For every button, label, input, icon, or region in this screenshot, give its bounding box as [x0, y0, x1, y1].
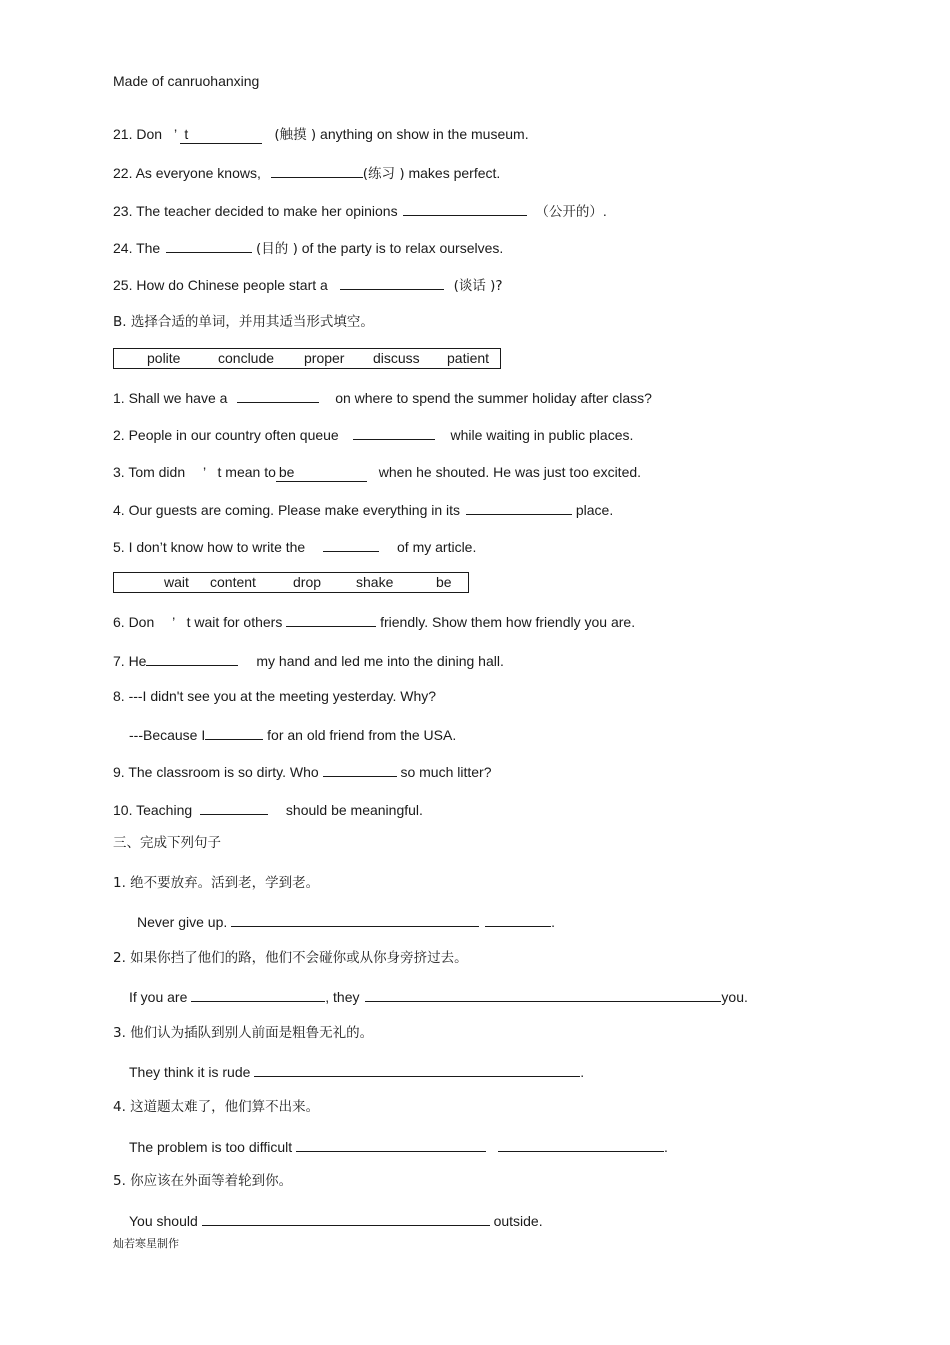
part-b-title: B. 选择合适的单词，并用其适当形式填空。	[113, 314, 374, 330]
sentence-5-english	[129, 1211, 543, 1230]
q24-hint: (目的 )	[256, 241, 298, 257]
b-q6-answer-blank[interactable]	[286, 612, 376, 627]
sentence-5-chinese: 5. 你应该在外面等着轮到你。	[113, 1173, 293, 1189]
sentence-4-english	[129, 1137, 668, 1156]
s5-text: You should	[129, 1213, 198, 1229]
word-box-2-word: drop	[293, 574, 322, 590]
q23-answer-blank[interactable]	[403, 201, 527, 216]
word-box-1	[113, 348, 501, 369]
b-question-4	[113, 500, 613, 519]
s2-text-b: , they	[325, 989, 360, 1005]
sentence-1-english	[137, 912, 555, 931]
q25-hint: (谈话 )?	[453, 278, 503, 294]
q21-hint: (触摸 )	[274, 127, 317, 143]
sentence-1-chinese: 1. 绝不要放弃。活到老，学到老。	[113, 875, 320, 891]
q21-answer-text: t	[184, 126, 189, 142]
b-q6-apostrophe: ’	[172, 614, 175, 630]
b-q10-answer-blank[interactable]	[200, 800, 268, 815]
b-q3-text-a: 3. Tom didn	[113, 464, 186, 480]
s1-text: Never give up.	[137, 914, 228, 930]
word-box-2	[113, 572, 469, 593]
s1-answer-blank-2[interactable]	[485, 912, 551, 927]
b-q7-text-a: 7. He	[113, 653, 147, 669]
b-q6-text-a: 6. Don	[113, 614, 155, 630]
b-q5-text-b: of my article.	[397, 539, 477, 555]
b-q5-answer-blank[interactable]	[323, 537, 379, 552]
b-q3-apostrophe: ’	[203, 464, 206, 480]
b-q6-text-mid: t wait for others	[186, 614, 283, 630]
word-box-2-word: wait	[164, 574, 189, 590]
b-q4-text-b: place.	[575, 502, 614, 518]
s2-text-a: If you are	[129, 989, 188, 1005]
page-footer: 灿若寒星制作	[113, 1237, 179, 1250]
word-box-1-word: polite	[147, 350, 181, 366]
b-q1-text-b: on where to spend the summer holiday after class?	[335, 390, 652, 406]
s2-end: you.	[721, 989, 748, 1005]
b-q4-text-a: 4. Our guests are coming. Please make everything in its	[113, 502, 461, 518]
q21-text-b: anything on show in the museum.	[320, 126, 529, 142]
b-q8-text-d: for an old friend from the USA.	[267, 727, 457, 743]
b-q3-text-mid: t mean to	[217, 464, 276, 480]
page-header: Made of canruohanxing	[113, 73, 260, 89]
b-q9-text-a: 9. The classroom is so dirty. Who	[113, 764, 319, 780]
b-q1-text-a: 1. Shall we have a	[113, 390, 228, 406]
word-box-1-word: conclude	[218, 350, 275, 366]
s4-answer-blank-1[interactable]	[296, 1137, 486, 1152]
word-box-2-word: content	[210, 574, 256, 590]
b-q10-text-a: 10. Teaching	[113, 802, 193, 818]
q24-text-a: 24. The	[113, 240, 161, 256]
b-q2-text-b: while waiting in public places.	[450, 427, 634, 443]
q21-answer-blank[interactable]	[180, 125, 262, 144]
b-question-8	[113, 687, 436, 705]
b-q2-answer-blank[interactable]	[353, 425, 435, 440]
b-question-2	[113, 425, 633, 444]
q24-text-b: of the party is to relax ourselves.	[301, 240, 504, 256]
q24-answer-blank[interactable]	[166, 238, 252, 253]
sentence-3-english	[129, 1062, 584, 1081]
question-25	[113, 275, 503, 295]
b-q1-answer-blank[interactable]	[237, 388, 319, 403]
b-q4-answer-blank[interactable]	[466, 500, 572, 515]
b-q7-text-b: my hand and led me into the dining hall.	[256, 653, 504, 669]
b-q6-text-b: friendly. Show them how friendly you are.	[380, 614, 636, 630]
s2-answer-blank-2[interactable]	[365, 987, 721, 1002]
q21-apostrophe: ’	[173, 126, 177, 142]
s3-end: .	[580, 1064, 585, 1080]
b-question-7	[113, 651, 504, 670]
sentence-4-chinese: 4. 这道题太难了，他们算不出来。	[113, 1099, 320, 1115]
sentence-3-chinese: 3. 他们认为插队到别人前面是粗鲁无礼的。	[113, 1025, 374, 1041]
q22-hint: (练习 )	[362, 166, 405, 182]
part-3-title: 三、完成下列句子	[113, 835, 221, 851]
b-question-8-answer	[129, 725, 456, 744]
s3-text: They think it is rude	[129, 1064, 251, 1080]
q25-answer-blank[interactable]	[340, 275, 444, 290]
question-21	[113, 125, 529, 144]
b-q7-answer-blank[interactable]	[146, 651, 238, 666]
word-box-2-word: shake	[356, 574, 394, 590]
s5-end: outside.	[493, 1213, 543, 1229]
b-q5-text-a: 5. I don’t know how to write the	[113, 539, 306, 555]
b-q8-text-a: 8. ---I didn't see you at the meeting yesterday. Why?	[113, 688, 437, 704]
q21-text-a: 21. Don	[113, 126, 163, 142]
q23-text-a: 23. The teacher decided to make her opinions	[113, 203, 398, 219]
b-q9-answer-blank[interactable]	[323, 762, 397, 777]
b-q3-text-b: when he shouted. He was just too excited.	[378, 464, 642, 480]
word-box-1-word: proper	[304, 350, 345, 366]
s4-answer-blank-2[interactable]	[498, 1137, 664, 1152]
q22-text-b: makes perfect.	[408, 165, 501, 181]
q22-text-a: 22. As everyone knows,	[113, 165, 261, 181]
s1-answer-blank-1[interactable]	[231, 912, 479, 927]
q22-answer-blank[interactable]	[271, 163, 363, 178]
b-q8-answer-blank[interactable]	[205, 725, 263, 740]
word-box-1-word: patient	[447, 350, 490, 366]
sentence-2-english	[129, 987, 748, 1006]
b-q9-text-b: so much litter?	[400, 764, 492, 780]
b-q3-answer-text: be	[278, 464, 295, 480]
b-question-6	[113, 612, 635, 631]
s4-text: The problem is too difficult	[129, 1139, 293, 1155]
s1-end: .	[551, 914, 555, 930]
word-box-1-word: discuss	[373, 350, 420, 366]
s2-answer-blank-1[interactable]	[191, 987, 325, 1002]
b-q3-answer-blank[interactable]	[276, 463, 367, 482]
question-22	[113, 163, 500, 183]
q23-text-b: .	[602, 203, 607, 219]
b-question-9	[113, 762, 492, 781]
b-q8-text-c: ---Because I	[129, 727, 206, 743]
b-question-1	[113, 388, 652, 407]
sentence-2-chinese: 2. 如果你挡了他们的路，他们不会碰你或从你身旁挤过去。	[113, 950, 468, 966]
question-24	[113, 238, 503, 258]
b-q2-text-a: 2. People in our country often queue	[113, 427, 339, 443]
b-question-5	[113, 537, 476, 556]
word-box-2-word: be	[436, 574, 452, 590]
s5-answer-blank[interactable]	[202, 1211, 490, 1226]
q25-text-a: 25. How do Chinese people start a	[113, 277, 328, 293]
b-question-3	[113, 463, 641, 482]
b-question-10	[113, 800, 423, 819]
question-23	[113, 201, 607, 221]
q23-hint: （公开的）	[535, 204, 603, 220]
s4-end: .	[663, 1139, 668, 1155]
s3-answer-blank[interactable]	[254, 1062, 580, 1077]
b-q10-text-b: should be meaningful.	[285, 802, 423, 818]
